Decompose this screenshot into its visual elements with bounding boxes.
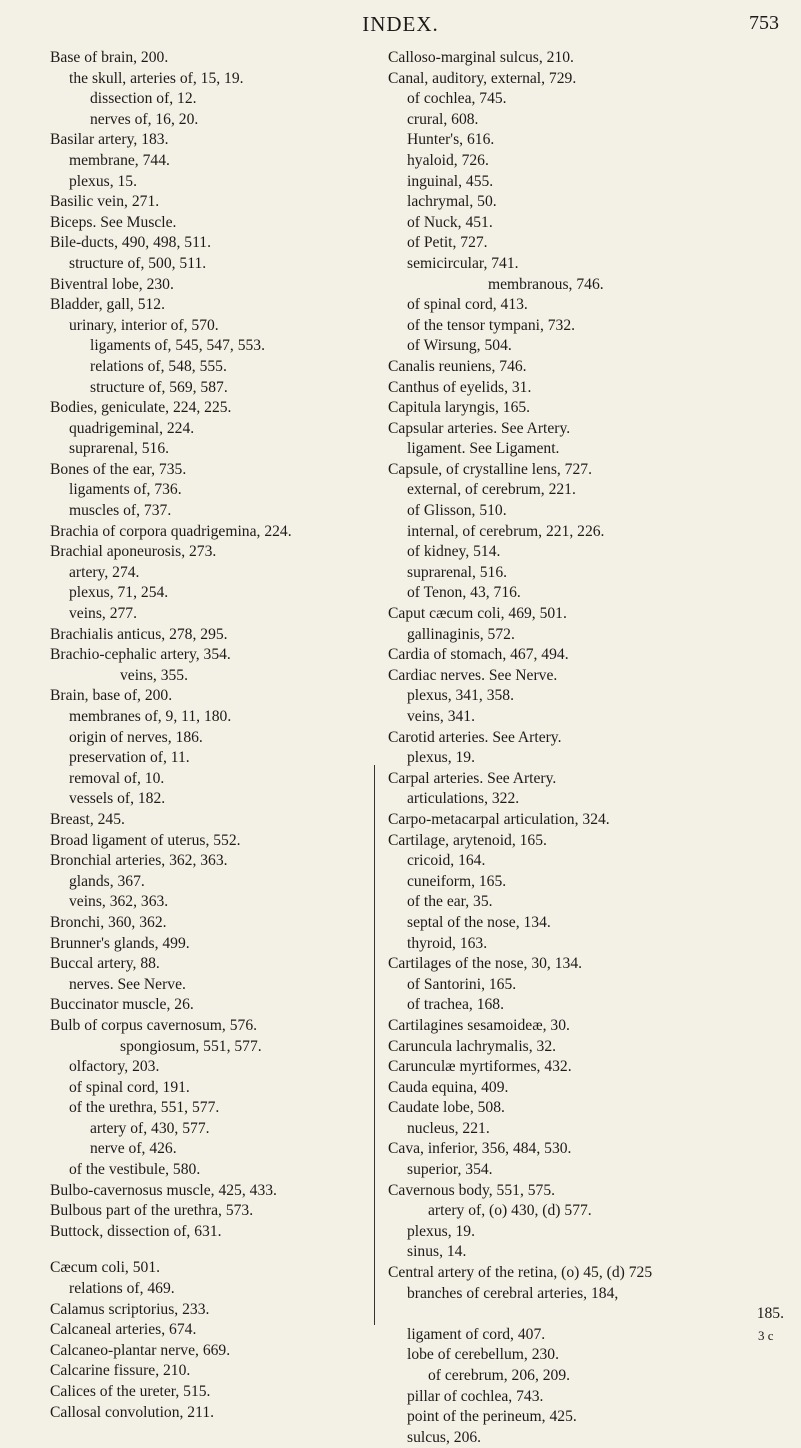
index-entry: Basilar artery, 183. bbox=[50, 131, 169, 149]
index-subentry: thyroid, 163. bbox=[407, 934, 488, 952]
index-subentry: dissection of, 12. bbox=[90, 90, 197, 108]
index-subentry: nerves. See Nerve. bbox=[69, 975, 186, 993]
index-entry: Callosal convolution, 211. bbox=[50, 1403, 215, 1421]
index-entry: Capsule, of crystalline lens, 727. bbox=[388, 460, 592, 478]
index-entry: Bodies, geniculate, 224, 225. bbox=[50, 399, 232, 417]
index-subentry: external, of cerebrum, 221. bbox=[407, 481, 576, 499]
index-subentry: origin of nerves, 186. bbox=[69, 728, 203, 746]
index-entry: Capsular arteries. See Artery. bbox=[388, 419, 571, 437]
index-subentry: structure of, 569, 587. bbox=[90, 378, 228, 396]
index-subentry: gallinaginis, 572. bbox=[407, 625, 515, 643]
index-subentry: spongiosum, 551, 577. bbox=[120, 1037, 262, 1055]
index-subentry: relations of, 469. bbox=[69, 1280, 175, 1298]
index-subentry: inguinal, 455. bbox=[407, 172, 494, 190]
index-subentry: plexus, 19. bbox=[407, 749, 476, 767]
index-entry: Bronchi, 360, 362. bbox=[50, 913, 167, 931]
index-entry: Breast, 245. bbox=[50, 810, 125, 828]
index-entry: Bile-ducts, 490, 498, 511. bbox=[50, 234, 211, 252]
index-subentry: muscles of, 737. bbox=[69, 502, 172, 520]
index-subentry: of the urethra, 551, 577. bbox=[69, 1099, 220, 1117]
page-header bbox=[0, 12, 801, 42]
index-subentry: of cerebrum, 206, 209. bbox=[428, 1367, 571, 1384]
index-subentry: crural, 608. bbox=[407, 110, 479, 128]
index-entry: Brachio-cephalic artery, 354. bbox=[50, 646, 231, 664]
index-entry: Buccal artery, 88. bbox=[50, 955, 160, 973]
index-subentry: the skull, arteries of, 15, 19. bbox=[69, 69, 244, 87]
index-subentry: cricoid, 164. bbox=[407, 852, 486, 870]
index-subentry: of the ear, 35. bbox=[407, 893, 493, 911]
index-subentry: veins, 341. bbox=[407, 708, 476, 725]
index-subentry: olfactory, 203. bbox=[69, 1058, 160, 1076]
index-subentry: lobe of cerebellum, 230. bbox=[407, 1346, 559, 1364]
index-entry: Caudate lobe, 508. bbox=[388, 1099, 505, 1117]
index-subentry: hyaloid, 726. bbox=[407, 151, 489, 169]
index-entry: Carotid arteries. See Artery. bbox=[388, 728, 562, 746]
left-column bbox=[50, 48, 370, 1423]
index-entry: Calamus scriptorius, 233. bbox=[50, 1300, 210, 1318]
index-entry: Cardiac nerves. See Nerve. bbox=[388, 666, 558, 684]
index-entry: Calcaneal arteries, 674. bbox=[50, 1321, 197, 1339]
index-entry: Bladder, gall, 512. bbox=[50, 296, 166, 314]
index-entry: Cavernous body, 551, 575. bbox=[388, 1181, 556, 1199]
index-subentry: structure of, 500, 511. bbox=[69, 254, 207, 272]
index-subentry: of Wirsung, 504. bbox=[407, 337, 512, 355]
index-entry: Biventral lobe, 230. bbox=[50, 275, 174, 293]
index-entry: Calcaneo-plantar nerve, 669. bbox=[50, 1341, 231, 1359]
index-subentry: plexus, 19. bbox=[407, 1222, 476, 1240]
index-entry: Carpo-metacarpal articulation, 324. bbox=[388, 810, 610, 828]
right-column bbox=[388, 48, 788, 1448]
index-entry: Calices of the ureter, 515. bbox=[50, 1383, 211, 1400]
index-entry: Calloso-marginal sulcus, 210. bbox=[388, 49, 574, 66]
index-subentry: membranes of, 9, 11, 180. bbox=[69, 708, 232, 725]
index-entry: Bulbo-cavernosus muscle, 425, 433. bbox=[50, 1181, 277, 1199]
index-entry: Cartilagines sesamoideæ, 30. bbox=[388, 1016, 570, 1034]
index-entry: Central artery of the retina, (o) 45, (d) 725 bbox=[388, 1264, 653, 1282]
index-subentry: of Nuck, 451. bbox=[407, 213, 493, 231]
index-subentry: point of the perineum, 425. bbox=[407, 1408, 577, 1426]
index-subentry: septal of the nose, 134. bbox=[407, 913, 551, 931]
index-subentry: of the tensor tympani, 732. bbox=[407, 316, 576, 334]
index-subentry: artery of, (o) 430, (d) 577. bbox=[428, 1202, 592, 1220]
index-subentry: ligament of cord, 407. bbox=[407, 1325, 546, 1343]
index-entry: Base of brain, 200. bbox=[50, 49, 169, 66]
index-entry: Bulb of corpus cavernosum, 576. bbox=[50, 1016, 258, 1034]
signature-mark: 3 c bbox=[758, 1328, 774, 1343]
index-entry: Cartilages of the nose, 30, 134. bbox=[388, 955, 583, 973]
index-subentry: membrane, 744. bbox=[69, 151, 170, 169]
index-subentry: of spinal cord, 413. bbox=[407, 296, 528, 314]
page-title: INDEX. bbox=[362, 12, 439, 36]
index-subentry: Hunter's, 616. bbox=[407, 131, 495, 149]
index-subentry: of the vestibule, 580. bbox=[69, 1161, 201, 1179]
page-number: 753 bbox=[749, 12, 779, 34]
index-entry: Brachialis anticus, 278, 295. bbox=[50, 625, 228, 643]
index-subentry: of Santorini, 165. bbox=[407, 975, 517, 993]
index-entry: Bones of the ear, 735. bbox=[50, 460, 187, 478]
index-subentry: glands, 367. bbox=[69, 872, 145, 890]
index-subentry: articulations, 322. bbox=[407, 790, 520, 808]
index-subentry: membranous, 746. bbox=[488, 275, 604, 293]
index-subentry: veins, 277. bbox=[69, 605, 138, 623]
index-subentry: of trachea, 168. bbox=[407, 996, 504, 1014]
index-entry: Cæcum coli, 501. bbox=[50, 1259, 161, 1277]
index-subentry: internal, of cerebrum, 221, 226. bbox=[407, 522, 605, 540]
index-subentry: veins, 355. bbox=[120, 666, 189, 684]
index-subentry: quadrigeminal, 224. bbox=[69, 419, 195, 437]
index-entry: Carunculæ myrtiformes, 432. bbox=[388, 1058, 572, 1076]
index-subentry: pillar of cochlea, 743. bbox=[407, 1387, 544, 1405]
index-subentry: branches of cerebral arteries, 184, bbox=[407, 1284, 619, 1302]
index-entry: Calcarine fissure, 210. bbox=[50, 1362, 191, 1380]
index-subentry: relations of, 548, 555. bbox=[90, 357, 227, 375]
index-subentry: of spinal cord, 191. bbox=[69, 1078, 190, 1096]
index-entry: Canal, auditory, external, 729. bbox=[388, 69, 577, 87]
index-entry: Brain, base of, 200. bbox=[50, 687, 173, 705]
index-subentry: artery of, 430, 577. bbox=[90, 1119, 210, 1137]
index-subentry: nucleus, 221. bbox=[407, 1119, 490, 1137]
index-subentry: vessels of, 182. bbox=[69, 790, 166, 808]
index-subentry: veins, 362, 363. bbox=[69, 893, 169, 911]
section-gap bbox=[50, 1242, 370, 1258]
index-subentry: plexus, 341, 358. bbox=[407, 687, 514, 705]
index-entry: Cava, inferior, 356, 484, 530. bbox=[388, 1140, 572, 1158]
index-entry: Bronchial arteries, 362, 363. bbox=[50, 852, 228, 870]
index-entry: Brachial aponeurosis, 273. bbox=[50, 543, 217, 561]
index-entry: Canalis reuniens, 746. bbox=[388, 357, 527, 375]
index-subentry: of Glisson, 510. bbox=[407, 502, 507, 520]
index-subentry: of kidney, 514. bbox=[407, 543, 501, 561]
index-subentry: of cochlea, 745. bbox=[407, 90, 507, 108]
index-subentry: suprarenal, 516. bbox=[69, 440, 170, 458]
column-divider bbox=[374, 765, 376, 1325]
index-entry: Carpal arteries. See Artery. bbox=[388, 769, 557, 787]
index-subentry: 185. bbox=[756, 1305, 784, 1323]
index-entry: Broad ligament of uterus, 552. bbox=[50, 831, 241, 849]
index-entry: Bulbous part of the urethra, 573. bbox=[50, 1202, 254, 1220]
index-subentry: plexus, 15. bbox=[69, 172, 138, 190]
index-subentry: semicircular, 741. bbox=[407, 254, 519, 272]
index-subentry: nerve of, 426. bbox=[90, 1140, 177, 1158]
index-subentry: cuneiform, 165. bbox=[407, 872, 507, 890]
index-entry: Buttock, dissection of, 631. bbox=[50, 1222, 222, 1240]
index-entry: Cauda equina, 409. bbox=[388, 1078, 509, 1096]
index-entry: Caput cæcum coli, 469, 501. bbox=[388, 605, 567, 623]
index-subentry: suprarenal, 516. bbox=[407, 563, 508, 581]
index-subentry: of Tenon, 43, 716. bbox=[407, 584, 521, 602]
index-entry: Capitula laryngis, 165. bbox=[388, 399, 531, 417]
index-subentry: of Petit, 727. bbox=[407, 234, 488, 252]
index-entry: Buccinator muscle, 26. bbox=[50, 996, 194, 1014]
index-entry: Cardia of stomach, 467, 494. bbox=[388, 646, 569, 664]
index-entry: Canthus of eyelids, 31. bbox=[388, 378, 532, 396]
index-subentry: ligament. See Ligament. bbox=[407, 440, 560, 458]
index-subentry: sinus, 14. bbox=[407, 1243, 467, 1261]
index-subentry: nerves of, 16, 20. bbox=[90, 110, 199, 128]
index-subentry: superior, 354. bbox=[407, 1161, 493, 1179]
index-subentry: artery, 274. bbox=[69, 563, 140, 581]
index-subentry: removal of, 10. bbox=[69, 769, 165, 787]
index-subentry: urinary, interior of, 570. bbox=[69, 316, 219, 334]
index-entry: Caruncula lachrymalis, 32. bbox=[388, 1037, 557, 1055]
index-subentry: sulcus, 206. bbox=[407, 1428, 482, 1446]
index-subentry: plexus, 71, 254. bbox=[69, 584, 169, 602]
index-subentry: ligaments of, 736. bbox=[69, 481, 182, 499]
index-entry: Brunner's glands, 499. bbox=[50, 934, 190, 952]
index-subentry: preservation of, 11. bbox=[69, 749, 190, 767]
index-entry: Biceps. See Muscle. bbox=[50, 213, 177, 231]
index-entry: Brachia of corpora quadrigemina, 224. bbox=[50, 522, 292, 540]
index-entry: Basilic vein, 271. bbox=[50, 193, 160, 211]
index-entry: Cartilage, arytenoid, 165. bbox=[388, 831, 547, 849]
index-subentry: lachrymal, 50. bbox=[407, 193, 497, 211]
index-subentry: ligaments of, 545, 547, 553. bbox=[90, 337, 265, 355]
